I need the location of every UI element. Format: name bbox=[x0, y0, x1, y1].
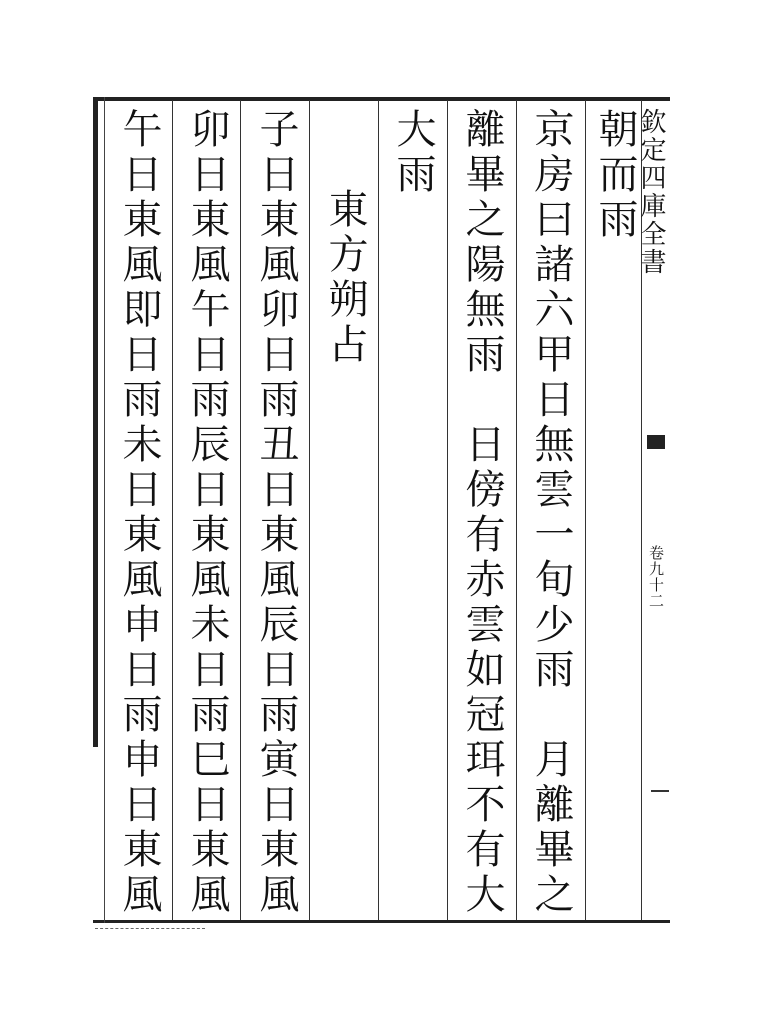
text-column-8: 午日東風即日雨未日東風申日雨申日東風 bbox=[116, 108, 162, 918]
column-rule bbox=[585, 100, 586, 920]
section-heading: 東方朔占 bbox=[322, 188, 368, 368]
text-column-2: 京房曰諸六甲日無雲一旬少雨 月離畢之 bbox=[528, 108, 574, 918]
fishtail-mark-icon bbox=[647, 435, 665, 449]
column-rule bbox=[447, 100, 448, 920]
text-column-7: 卯日東風午日雨辰日東風未日雨巳日東風 bbox=[184, 108, 230, 918]
column-rule bbox=[309, 100, 310, 920]
margin-mark bbox=[651, 790, 669, 792]
page-frame bbox=[93, 97, 670, 923]
text-column-6: 子日東風卯日雨丑日東風辰日雨寅日東風 bbox=[253, 108, 299, 918]
frame-left-border bbox=[93, 97, 98, 747]
text-column-3: 離畢之陽無雨 日傍有赤雲如冠珥不有大 bbox=[459, 108, 505, 918]
text-column-4: 大雨 bbox=[390, 108, 436, 198]
book-title: 欽定四庫全書 bbox=[636, 108, 666, 276]
volume-number: 卷九十二 bbox=[647, 545, 665, 609]
frame-inner-border bbox=[104, 97, 105, 923]
column-rule bbox=[378, 100, 379, 920]
column-rule bbox=[516, 100, 517, 920]
column-rule bbox=[172, 100, 173, 920]
column-rule bbox=[240, 100, 241, 920]
page-margin bbox=[636, 100, 670, 920]
bottom-edge-marks bbox=[95, 928, 205, 937]
text-column-1: 朝而雨 bbox=[592, 108, 638, 243]
